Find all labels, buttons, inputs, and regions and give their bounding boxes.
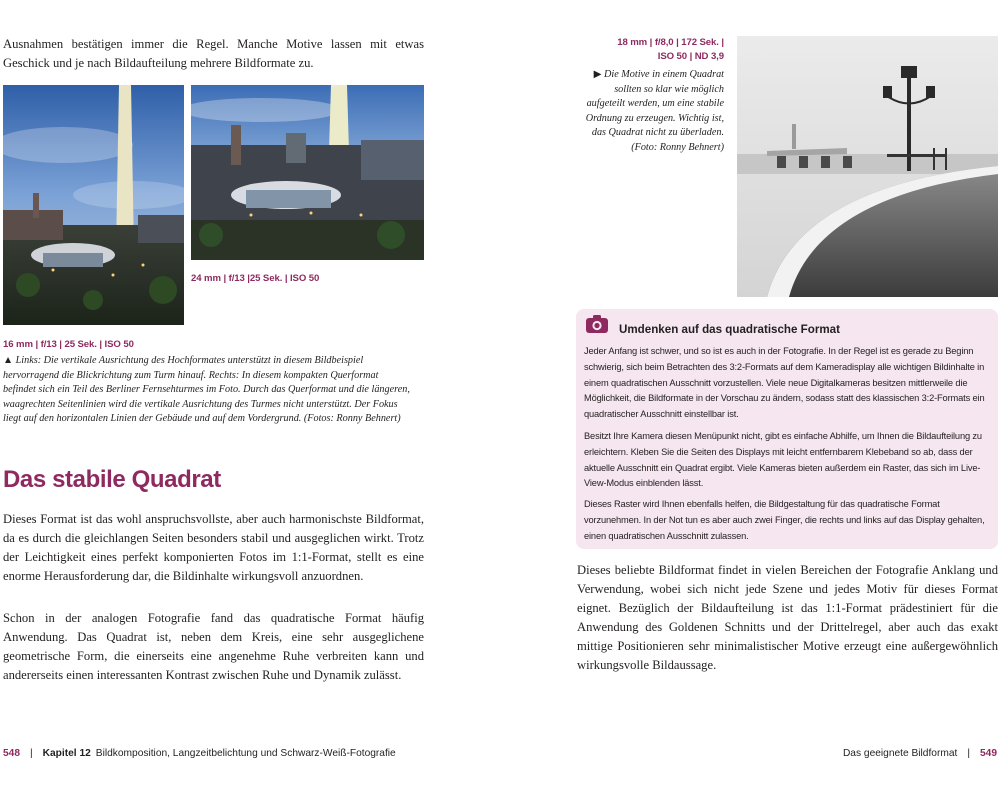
- info-box-paragraph-1: Jeder Anfang ist schwer, und so ist es auch in der Fotografie. In der Regel ist es gerade zu Beginn schwierig, sich beim Betrachten des 3:2-Formats auf dem Kameradisplay alle wichtigen Bildinhalte in einem quadratischen Ausschnitt vorzustellen. Viele neue Digitalkameras besitzen mittlerweile die Möglichkeit, die Bildformate in der Vorschau zu ändern, sodass statt des klassischen 3:2-Formats ein quadratischer Ausschnitt einstellbar ist.: [584, 346, 985, 420]
- square-photo-caption: ▶ Die Motive in einem Quadrat sollten so klar wie möglich aufgeteilt werden, um eine stabile Ordnung zu erzeugen. Wichtig ist, das Quadrat nicht zu überladen. (Foto: Ronny Behnert): [585, 69, 724, 153]
- chapter-label: Kapitel 12: [42, 748, 91, 759]
- venice-square-photo: [737, 36, 998, 297]
- footer-separator: |: [30, 748, 33, 759]
- right-page-number: 549: [980, 748, 997, 759]
- left-page-number: 548: [3, 748, 20, 759]
- intro-paragraph: Ausnahmen bestätigen immer die Regel. Manche Motive lassen mit etwas Geschick und je nach Bildaufteilung mehrere Bildformate zu.: [3, 37, 424, 70]
- body-paragraph-2: Schon in der analogen Fotografie fand das quadratische Format häufig Anwendung. Das Quadrat ist, neben dem Kreis, eine sehr ausgeglichene geometrische Form, die einerseits eine angenehme Ruhe verbreiten kann und andererseits einen interessanten Kontrast zwischen Ruhe und Dynamik zulässt.: [3, 611, 424, 682]
- info-box-paragraph-3: Dieses Raster wird Ihnen ebenfalls helfen, die Bildgestaltung für das quadratische Format vorzunehmen. In der Not tun es aber auch zwei Finger, die rechts und links auf das Display gehalten, einen quadratischen Ausschnitt zulassen.: [584, 499, 985, 541]
- square-photo-exif: [576, 36, 724, 64]
- camera-icon: [586, 315, 608, 333]
- section-heading: Das stabile Quadrat: [3, 466, 221, 493]
- left-photo-caption: ▲ Links: Die vertikale Ausrichtung des Hochformates unterstützt in diesem Bildbeispiel hervorragend die Blickrichtung zum Turm hinauf. Rechts: In diesem kompakten Querformat befindet sich ein Teil des Berliner Fernsehturmes im Foto. Durch das Querformat und die längeren, waagrechten Seitenlinien wird die vertikale Ausrichtung des Turmes nicht unterstützt. Der Fokus liegt auf den horizontalen Linien der Gebäude und auf dem Vordergrund. (Fotos: Ronny Behnert): [3, 355, 410, 424]
- right-body-paragraph: Dieses beliebte Bildformat findet in vielen Bereichen der Fotografie Anklang und Verwendung, wobei sich nicht jede Szene und jedes Motiv für dieses Format eignet. Bezüglich der Bildaufteilung ist das 1:1-Format prädestiniert für die Anwendung des Goldenen Schnitts und der Drittelregel, aber auch das exakt mittige Positionieren sehr minimalistischer Motive erzeugt eine außergewöhnlich wirkungsvolle Bildaussage.: [577, 563, 998, 672]
- info-box-title: Umdenken auf das quadratische Format: [619, 323, 840, 336]
- chapter-title: Bildkomposition, Langzeitbelichtung und Schwarz-Weiß-Fotografie: [95, 748, 396, 759]
- info-box: [576, 309, 998, 549]
- left-footer: [3, 748, 396, 759]
- tv-tower-landscape-photo: [191, 85, 424, 260]
- right-section-title: Das geeignete Bildformat: [842, 748, 958, 759]
- info-box-paragraph-2: Besitzt Ihre Kamera diesen Menüpunkt nicht, gibt es einfache Abhilfe, um Ihnen die Bildaufteilung zu erleichtern. Kleben Sie die Seiten des Displays mit leicht entfernbarem Klebeband so ab, dass der aktuelle Ausschnitt ein Quadrat ergibt. Viele Kameras bieten außerdem ein Raster, das sich im Live-View-Modus einblenden lässt.: [584, 431, 982, 489]
- exif-line-2: ISO 50 | ND 3,9: [657, 51, 724, 62]
- footer-separator-right: |: [967, 748, 970, 759]
- exif-line-1: 18 mm | f/8,0 | 172 Sek. |: [617, 37, 724, 48]
- photo-left-exif: 16 mm | f/13 | 25 Sek. | ISO 50: [3, 339, 134, 350]
- right-footer: [843, 748, 997, 759]
- photo-right-exif: 24 mm | f/13 |25 Sek. | ISO 50: [191, 273, 320, 284]
- body-paragraph-1: Dieses Format ist das wohl anspruchsvollste, aber auch harmonischste Bildformat, da es durch die gleichlangen Seiten besonders stabil und ausgeglichen wirkt. Trotz der Leichtigkeit eines perfekt komponierten Fotos im 1:1-Format, stellt es eine enorme Herausforderung dar, die Bildinhalte wirkungsvoll anzuordnen.: [3, 512, 424, 583]
- tv-tower-portrait-photo: [3, 85, 184, 325]
